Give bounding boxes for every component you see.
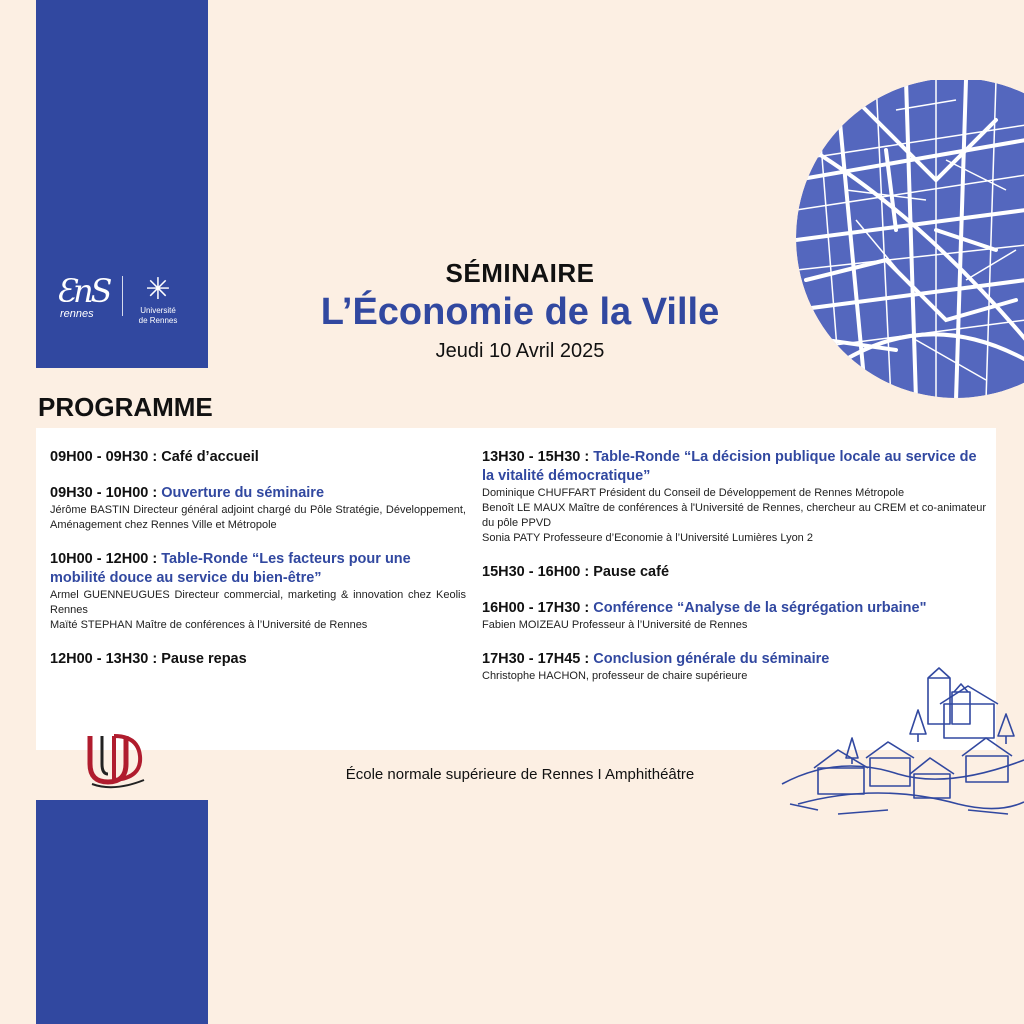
program-item: [50, 650, 466, 669]
program-time: 12H00 - 13H30 :: [50, 651, 162, 667]
ens-logo: ƐnS: [56, 272, 110, 310]
program-title: Pause repas: [161, 651, 247, 667]
university-logo-text: [128, 306, 188, 326]
program-title: Café d’accueil: [161, 449, 259, 465]
seminar-date: Jeudi 10 Avril 2025: [435, 340, 605, 362]
ens-logo-subtitle: rennes: [60, 308, 94, 320]
partner-logos: [36, 262, 208, 342]
program-item: [50, 448, 466, 467]
program-title: Ouverture du séminaire: [161, 485, 325, 501]
university-line1: Université: [140, 306, 176, 315]
seminar-kicker: SÉMINAIRE: [445, 258, 595, 288]
program-time: 16H00 - 17H30 :: [482, 600, 594, 616]
program-item-line: [50, 448, 466, 467]
program-title: Conférence “Analyse de la ségrégation urbaine": [593, 600, 927, 616]
program-item-line: [482, 599, 986, 618]
program-item: [482, 448, 986, 546]
program-speaker: Maïté STEPHAN Maître de conférences à l’Université de Rennes: [50, 619, 368, 631]
program-title: Table-Ronde “La décision publique locale au service de la vitalité démocratique”: [482, 449, 977, 484]
program-speaker: Sonia PATY Professeure d’Economie à l’Université Lumières Lyon 2: [482, 532, 813, 544]
blue-band-bottom: [36, 800, 208, 1024]
venue-text: École normale supérieure de Rennes I Amphithéâtre: [345, 766, 695, 783]
program-time: 17H30 - 17H45 :: [482, 651, 594, 667]
program-title: Table-Ronde “Les facteurs pour une mobilité douce au service du bien-être”: [50, 551, 411, 586]
program-speaker: Armel GUENNEUGUES Directeur commercial, marketing & innovation chez Keolis Rennes: [50, 589, 466, 616]
logo-divider: [122, 276, 123, 316]
program-item-line: [482, 563, 986, 582]
university-star-icon: ✳: [145, 273, 171, 306]
program-item-line: [50, 484, 466, 503]
program-time: 09H00 - 09H30 :: [50, 449, 162, 465]
program-item-line: [482, 448, 986, 486]
program-column-left: [50, 448, 466, 686]
village-illustration-icon: [778, 664, 1024, 824]
seminar-header: [240, 258, 800, 363]
program-item: [482, 599, 986, 633]
program-item: [50, 484, 466, 533]
program-item-line: [50, 650, 466, 669]
program-speaker: Christophe HACHON, professeur de chaire supérieure: [482, 670, 748, 682]
program-time: 09H30 - 10H00 :: [50, 485, 162, 501]
program-time: 13H30 - 15H30 :: [482, 449, 594, 465]
program-speaker: Fabien MOIZEAU Professeur à l’Université de Rennes: [482, 619, 748, 631]
program-time: 15H30 - 16H00 :: [482, 564, 594, 580]
program-speaker: Jérôme BASTIN Directeur général adjoint chargé du Pôle Stratégie, Développement, Aménagement chez Rennes Ville et Métropole: [50, 504, 466, 531]
program-item-line: [50, 550, 466, 588]
program-speaker: Benoît LE MAUX Maître de conférences à l'Université de Rennes, chercheur au CREM et co-animateur du pôle PPVD: [482, 502, 986, 529]
program-title: Conclusion générale du séminaire: [593, 651, 830, 667]
program-time: 10H00 - 12H00 :: [50, 551, 162, 567]
city-map-icon: [796, 80, 1024, 400]
seminar-title: L’Économie de la Ville: [320, 291, 720, 333]
program-speaker: Dominique CHUFFART Président du Conseil de Développement de Rennes Métropole: [482, 487, 905, 499]
programme-heading: PROGRAMME: [38, 392, 213, 422]
university-line2: de Rennes: [138, 316, 178, 325]
program-item: [482, 563, 986, 582]
program-item: [50, 550, 466, 633]
partner-ud-logo: [84, 730, 154, 790]
program-title: Pause café: [593, 564, 670, 580]
